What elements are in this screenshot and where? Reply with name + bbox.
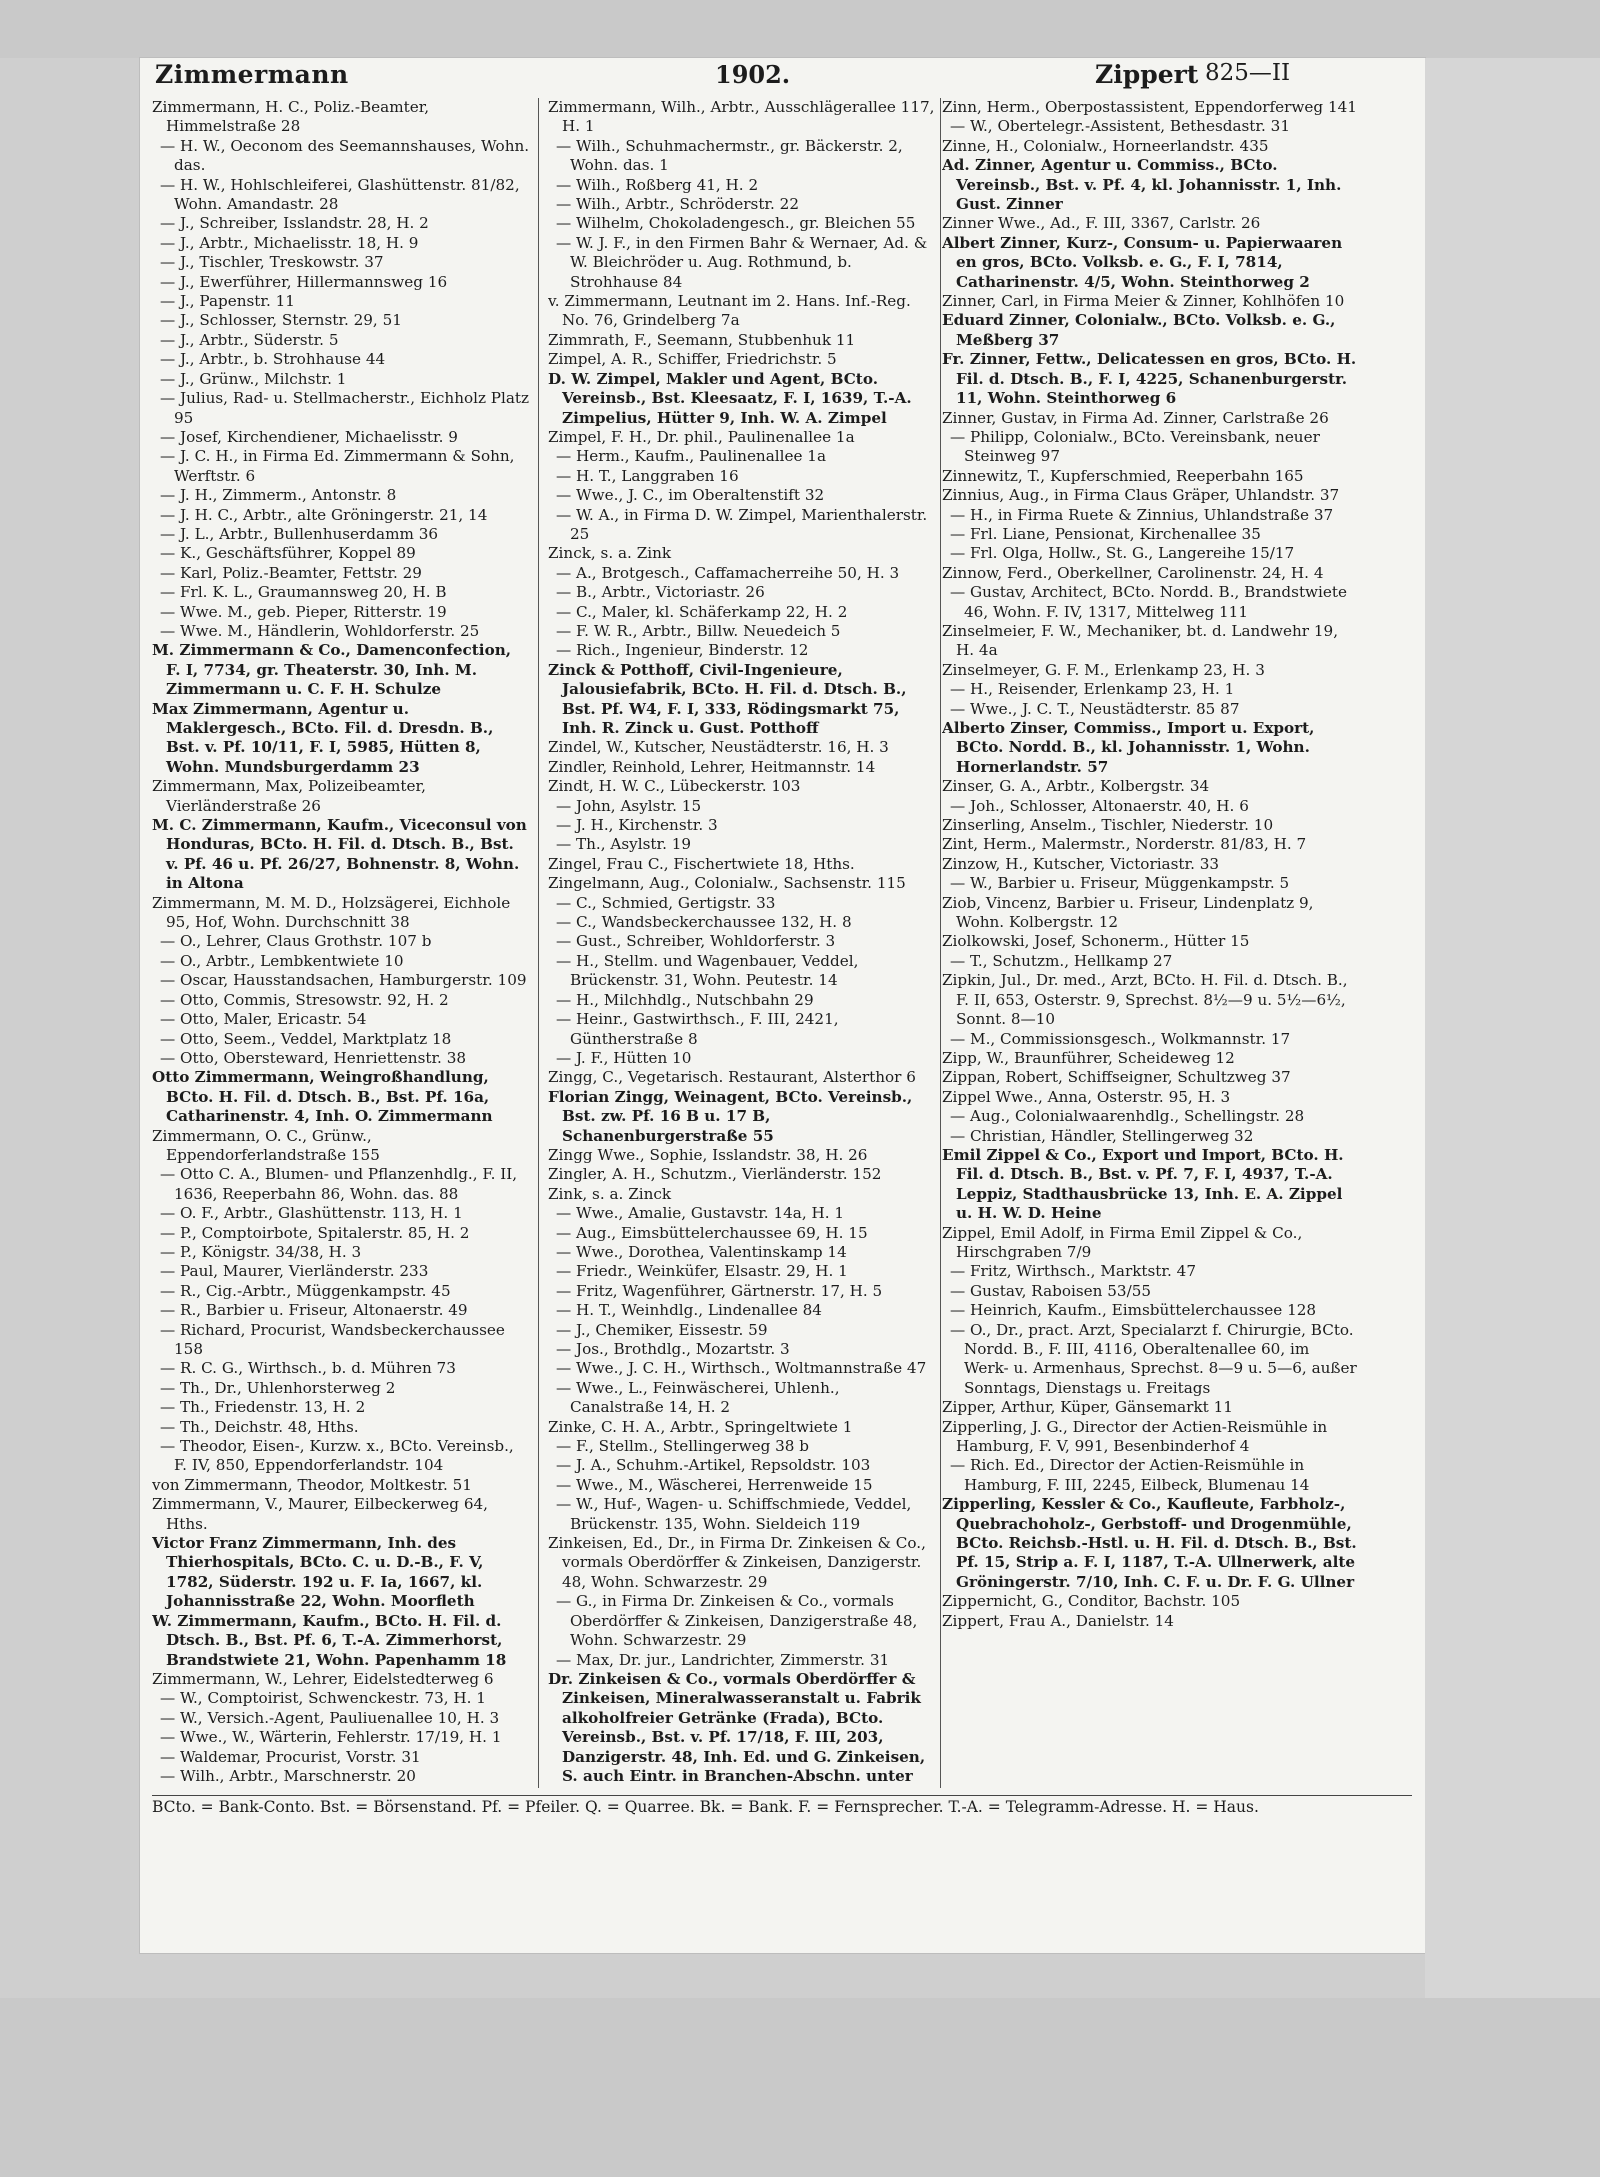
directory-entry: — F. W. R., Arbtr., Billw. Neuedeich 5 bbox=[556, 621, 841, 640]
scan-margin bbox=[1425, 58, 1600, 1998]
directory-entry: Zinck & Potthoff, Civil-Ingenieure, Jalousiefabrik, BCto. H. Fil. d. Dtsch. B., Bst. Pf. W4, F. I, 333, Rödingsmarkt 75, Inh. R. Zinck u. Gust. Potthoff bbox=[548, 660, 907, 737]
directory-entry: — Otto, Commis, Stresowstr. 92, H. 2 bbox=[160, 990, 449, 1009]
directory-entry: Zimmermann, M. M. D., Holzsägerei, Eichhole 95, Hof, Wohn. Durchschnitt 38 bbox=[152, 893, 511, 932]
directory-entry: Zindel, W., Kutscher, Neustädterstr. 16, H. 3 bbox=[548, 738, 889, 757]
directory-entry: Zimmermann, Max, Polizeibeamter, Vierländerstraße 26 bbox=[152, 777, 426, 815]
column-3 bbox=[942, 98, 1358, 1788]
directory-entry: — T., Schutzm., Hellkamp 27 bbox=[950, 951, 1173, 970]
directory-entry: M. Zimmermann & Co., Damenconfection, F. I, 7734, gr. Theaterstr. 30, Inh. M. Zimmermann u. C. F. H. Schulze bbox=[152, 641, 512, 699]
directory-entry: Zingg, C., Vegetarisch. Restaurant, Alsterthor 6 bbox=[548, 1068, 916, 1087]
directory-entry: — J., Tischler, Treskowstr. 37 bbox=[160, 253, 384, 272]
directory-entry: — W., Huf-, Wagen- u. Schiffschmiede, Veddel, Brückenstr. 135, Wohn. Sieldeich 119 bbox=[556, 1495, 912, 1533]
directory-entry: — Theodor, Eisen-, Kurzw. x., BCto. Vereinsb., F. IV, 850, Eppendorferlandstr. 104 bbox=[160, 1437, 514, 1475]
directory-entry: — Otto, Seem., Veddel, Marktplatz 18 bbox=[160, 1029, 452, 1048]
directory-entry: — Friedr., Weinküfer, Elsastr. 29, H. 1 bbox=[556, 1262, 848, 1281]
directory-entry: — Wwe., L., Feinwäscherei, Uhlenh., Canalstraße 14, H. 2 bbox=[556, 1378, 840, 1417]
directory-entry: — K., Geschäftsführer, Koppel 89 bbox=[160, 544, 416, 563]
directory-entry: Zippel, Emil Adolf, in Firma Emil Zippel & Co., Hirschgraben 7/9 bbox=[942, 1223, 1303, 1261]
directory-entry: — R., Barbier u. Friseur, Altonaerstr. 49 bbox=[160, 1301, 468, 1320]
directory-entry: Ziolkowski, Josef, Schonerm., Hütter 15 bbox=[942, 932, 1250, 951]
directory-entry: — Frl. K. L., Graumannsweg 20, H. B bbox=[160, 583, 447, 602]
directory-entry: — B., Arbtr., Victoriastr. 26 bbox=[556, 583, 765, 602]
directory-entry: — J. L., Arbtr., Bullenhuserdamm 36 bbox=[160, 524, 439, 543]
directory-entry: D. W. Zimpel, Makler und Agent, BCto. Vereinsb., Bst. Kleesaatz, F. I, 1639, T.-A. Zimpelius, Hütter 9, Inh. W. A. Zimpel bbox=[548, 369, 912, 427]
directory-entry: — F., Stellm., Stellingerweg 38 b bbox=[556, 1437, 809, 1456]
directory-entry: — Josef, Kirchendiener, Michaelisstr. 9 bbox=[160, 427, 458, 446]
directory-entry: Zipper, Arthur, Küper, Gänsemarkt 11 bbox=[942, 1398, 1233, 1417]
directory-entry: — Karl, Poliz.-Beamter, Fettstr. 29 bbox=[160, 563, 422, 582]
directory-entry: — J., Schreiber, Isslandstr. 28, H. 2 bbox=[160, 214, 429, 233]
column-divider bbox=[538, 98, 539, 1788]
directory-entry: — Wilh., Arbtr., Marschnerstr. 20 bbox=[160, 1766, 416, 1785]
directory-entry: — Th., Asylstr. 19 bbox=[556, 835, 692, 854]
directory-entry: — Gustav, Architect, BCto. Nordd. B., Brandstwiete 46, Wohn. F. IV, 1317, Mittelweg 111 bbox=[950, 583, 1347, 621]
directory-entry: — H. W., Hohlschleiferei, Glashüttenstr. 81/82, Wohn. Amandastr. 28 bbox=[160, 175, 520, 214]
directory-entry: Zinkeisen, Ed., Dr., in Firma Dr. Zinkeisen & Co., vormals Oberdörffer & Zinkeisen, Danzigerstr. 48, Wohn. Schwarzestr. 29 bbox=[548, 1534, 926, 1591]
directory-entry: Zippel Wwe., Anna, Osterstr. 95, H. 3 bbox=[942, 1087, 1231, 1106]
column-1 bbox=[152, 98, 530, 1788]
directory-entry: Eduard Zinner, Colonialw., BCto. Volksb. e. G., Meßberg 37 bbox=[942, 311, 1336, 349]
directory-entry: Zingel, Frau C., Fischertwiete 18, Hths. bbox=[548, 854, 855, 873]
header-left-keyword: Zimmermann bbox=[155, 60, 349, 89]
directory-entry: Zingelmann, Aug., Colonialw., Sachsenstr. 115 bbox=[548, 874, 906, 893]
directory-entry: — Rich. Ed., Director der Actien-Reismühle in Hamburg, F. III, 2245, Eilbeck, Blumenau 14 bbox=[950, 1456, 1310, 1494]
directory-entry: — Max, Dr. jur., Landrichter, Zimmerstr. 31 bbox=[556, 1650, 890, 1669]
directory-entry: Zimmermann, V., Maurer, Eilbeckerweg 64, Hths. bbox=[152, 1495, 488, 1533]
directory-entry: — Wwe., M., Wäscherei, Herrenweide 15 bbox=[556, 1475, 873, 1494]
directory-entry: Zingg Wwe., Sophie, Isslandstr. 38, H. 26 bbox=[548, 1145, 868, 1164]
directory-entry: — W., Barbier u. Friseur, Müggenkampstr. 5 bbox=[950, 874, 1290, 893]
directory-entry: — Th., Friedenstr. 13, H. 2 bbox=[160, 1398, 366, 1417]
directory-entry: — J. H., Kirchenstr. 3 bbox=[556, 816, 718, 835]
directory-entry: Zinke, C. H. A., Arbtr., Springeltwiete 1 bbox=[548, 1417, 853, 1436]
directory-entry: — Richard, Procurist, Wandsbeckerchaussee 158 bbox=[160, 1320, 505, 1358]
directory-entry: Zinner Wwe., Ad., F. III, 3367, Carlstr. 26 bbox=[942, 214, 1261, 233]
directory-entry: — J., Papenstr. 11 bbox=[160, 292, 295, 311]
directory-entry: — O. F., Arbtr., Glashüttenstr. 113, H. 1 bbox=[160, 1204, 463, 1223]
directory-entry: — J., Arbtr., Michaelisstr. 18, H. 9 bbox=[160, 233, 419, 252]
directory-entry: — Herm., Kaufm., Paulinenallee 1a bbox=[556, 447, 827, 466]
directory-entry: Zipp, W., Braunführer, Scheideweg 12 bbox=[942, 1048, 1235, 1067]
directory-entry: — W. A., in Firma D. W. Zimpel, Marienthalerstr. 25 bbox=[556, 505, 928, 543]
directory-entry: — O., Arbtr., Lembkentwiete 10 bbox=[160, 951, 404, 970]
directory-entry: — Wwe., J. C. T., Neustädterstr. 85 87 bbox=[950, 699, 1240, 718]
directory-entry: — Wwe., Amalie, Gustavstr. 14a, H. 1 bbox=[556, 1204, 845, 1223]
directory-entry: — H. W., Oeconom des Seemannshauses, Wohn. das. bbox=[160, 136, 530, 175]
directory-entry: — Frl. Olga, Hollw., St. G., Langereihe 15/17 bbox=[950, 544, 1295, 563]
directory-entry: Zink, s. a. Zinck bbox=[548, 1184, 672, 1203]
abbreviation-legend: BCto. = Bank-Conto. Bst. = Börsenstand. Pf. = Pfeiler. Q. = Quarree. Bk. = Bank. F. = Fernsprecher. T.-A. = Telegramm-Adresse. H. = Haus. bbox=[152, 1795, 1412, 1816]
directory-entry: — Rich., Ingenieur, Binderstr. 12 bbox=[556, 641, 809, 660]
directory-entry: — Philipp, Colonialw., BCto. Vereinsbank, neuer Steinweg 97 bbox=[950, 427, 1320, 466]
directory-entry: Zinne, H., Colonialw., Horneerlandstr. 435 bbox=[942, 136, 1269, 155]
directory-entry: — Paul, Maurer, Vierländerstr. 233 bbox=[160, 1262, 429, 1281]
directory-entry: — C., Wandsbeckerchaussee 132, H. 8 bbox=[556, 913, 852, 932]
page-number: 825—II bbox=[1205, 60, 1291, 86]
directory-entry: Emil Zippel & Co., Export und Import, BCto. H. Fil. d. Dtsch. B., Bst. v. Pf. 7, F. I, 4937, T.-A. Leppiz, Stadthausbrücke 13, Inh. E. A. Zippel u. H. W. D. Heine bbox=[942, 1145, 1344, 1223]
directory-entry: — J., Schlosser, Sternstr. 29, 51 bbox=[160, 311, 402, 330]
directory-entry: — Wwe., J. C., im Oberaltenstift 32 bbox=[556, 486, 825, 505]
directory-entry: — Fritz, Wirthsch., Marktstr. 47 bbox=[950, 1262, 1196, 1281]
directory-entry: — W., Versich.-Agent, Pauliuenallee 10, H. 3 bbox=[160, 1708, 500, 1727]
directory-entry: — C., Schmied, Gertigstr. 33 bbox=[556, 893, 776, 912]
directory-entry: — Th., Deichstr. 48, Hths. bbox=[160, 1417, 359, 1436]
directory-entry: — W. J. F., in den Firmen Bahr & Wernaer, Ad. & W. Bleichröder u. Aug. Rothmund, b. Strohhause 84 bbox=[556, 233, 928, 291]
directory-entry: — R., Cig.-Arbtr., Müggenkampstr. 45 bbox=[160, 1281, 451, 1300]
directory-entry: — H., Stellm. und Wagenbauer, Veddel, Brückenstr. 31, Wohn. Peutestr. 14 bbox=[556, 951, 859, 990]
directory-entry: Zimpel, A. R., Schiffer, Friedrichstr. 5 bbox=[548, 350, 837, 369]
directory-entry: Zimmermann, Wilh., Arbtr., Ausschlägerallee 117, H. 1 bbox=[548, 98, 935, 136]
directory-entry: — Christian, Händler, Stellingerweg 32 bbox=[950, 1126, 1254, 1145]
directory-entry: Zindt, H. W. C., Lübeckerstr. 103 bbox=[548, 777, 801, 796]
directory-entry: — J. C. H., in Firma Ed. Zimmermann & Sohn, Werftstr. 6 bbox=[160, 447, 515, 485]
directory-entry: Alberto Zinser, Commiss., Import u. Export, BCto. Nordd. B., kl. Johannisstr. 1, Wohn. Hornerlandstr. 57 bbox=[942, 719, 1315, 776]
directory-entry: — J. F., Hütten 10 bbox=[556, 1048, 692, 1067]
directory-entry: — Otto C. A., Blumen- und Pflanzenhdlg., F. II, 1636, Reeperbahn 86, Wohn. das. 88 bbox=[160, 1165, 518, 1203]
directory-entry: — C., Maler, kl. Schäferkamp 22, H. 2 bbox=[556, 602, 848, 621]
directory-entry: — W., Obertelegr.-Assistent, Bethesdastr. 31 bbox=[950, 117, 1290, 136]
directory-entry: Zinner, Carl, in Firma Meier & Zinner, Kohlhöfen 10 bbox=[942, 292, 1345, 311]
directory-entry: Zipkin, Jul., Dr. med., Arzt, BCto. H. Fil. d. Dtsch. B., F. II, 653, Osterstr. 9, Sprechst. 8½—9 u. 5½—6½, Sonnt. 8—10 bbox=[942, 971, 1348, 1029]
directory-entry: — W., Comptoirist, Schwenckestr. 73, H. 1 bbox=[160, 1689, 486, 1708]
directory-entry: Zinser, G. A., Arbtr., Kolbergstr. 34 bbox=[942, 777, 1210, 796]
directory-entry: — O., Lehrer, Claus Grothstr. 107 b bbox=[160, 932, 432, 951]
directory-entry: Albert Zinner, Kurz-, Consum- u. Papierwaaren en gros, BCto. Volksb. e. G., F. I, 7814, Catharinenstr. 4/5, Wohn. Steinthorweg 2 bbox=[942, 233, 1343, 291]
directory-entry: — Joh., Schlosser, Altonaerstr. 40, H. 6 bbox=[950, 796, 1249, 815]
directory-entry: Zingler, A. H., Schutzm., Vierländerstr. 152 bbox=[548, 1165, 882, 1184]
directory-entry: — J., Chemiker, Eissestr. 59 bbox=[556, 1320, 768, 1339]
directory-entry: — Heinrich, Kaufm., Eimsbüttelerchaussee 128 bbox=[950, 1301, 1317, 1320]
directory-entry: Florian Zingg, Weinagent, BCto. Vereinsb., Bst. zw. Pf. 16 B u. 17 B, Schanenburgerstraße 55 bbox=[548, 1087, 913, 1145]
directory-entry: W. Zimmermann, Kaufm., BCto. H. Fil. d. Dtsch. B., Bst. Pf. 6, T.-A. Zimmerhorst, Brandstwiete 21, Wohn. Papenhamm 18 bbox=[152, 1611, 507, 1669]
directory-entry: — Gust., Schreiber, Wohldorferstr. 3 bbox=[556, 932, 836, 951]
directory-entry: — H. T., Weinhdlg., Lindenallee 84 bbox=[556, 1301, 822, 1320]
directory-entry: — Wwe. M., geb. Pieper, Ritterstr. 19 bbox=[160, 602, 447, 621]
directory-entry: Zimmermann, W., Lehrer, Eidelstedterweg 6 bbox=[152, 1669, 494, 1688]
directory-entry: — Wwe., J. C. H., Wirthsch., Woltmannstraße 47 bbox=[556, 1359, 927, 1378]
directory-entry: — Heinr., Gastwirthsch., F. III, 2421, Güntherstraße 8 bbox=[556, 1010, 839, 1048]
directory-entry: — Wilh., Schuhmachermstr., gr. Bäckerstr. 2, Wohn. das. 1 bbox=[556, 136, 903, 175]
directory-entry: Zinnow, Ferd., Oberkellner, Carolinenstr. 24, H. 4 bbox=[942, 563, 1324, 582]
directory-entry: — John, Asylstr. 15 bbox=[556, 796, 702, 815]
directory-entry: — J., Grünw., Milchstr. 1 bbox=[160, 369, 347, 388]
directory-entry: — G., in Firma Dr. Zinkeisen & Co., vormals Oberdörffer & Zinkeisen, Danzigerstraße 48, Wohn. Schwarzestr. 29 bbox=[556, 1592, 918, 1650]
directory-entry: Zinzow, H., Kutscher, Victoriastr. 33 bbox=[942, 854, 1220, 873]
directory-entry: — R. C. G., Wirthsch., b. d. Mühren 73 bbox=[160, 1359, 456, 1378]
directory-entry: — M., Commissionsgesch., Wolkmannstr. 17 bbox=[950, 1029, 1291, 1048]
directory-entry: Victor Franz Zimmermann, Inh. des Thierhospitals, BCto. C. u. D.-B., F. V, 1782, Süderstr. 192 u. F. Ia, 1667, kl. Johannisstraße 22, Wohn. Moorfleth bbox=[152, 1534, 484, 1611]
directory-entry: — Waldemar, Procurist, Vorstr. 31 bbox=[160, 1747, 421, 1766]
directory-entry: — Wwe. M., Händlerin, Wohldorferstr. 25 bbox=[160, 621, 480, 640]
directory-entry: — Aug., Eimsbüttelerchaussee 69, H. 15 bbox=[556, 1223, 868, 1242]
directory-entry: Zippert, Frau A., Danielstr. 14 bbox=[942, 1611, 1174, 1630]
directory-entry: — J. H. C., Arbtr., alte Gröningerstr. 21, 14 bbox=[160, 505, 488, 524]
column-divider bbox=[940, 98, 941, 1788]
directory-entry: — Julius, Rad- u. Stellmacherstr., Eichholz Platz 95 bbox=[160, 389, 530, 427]
directory-entry: von Zimmermann, Theodor, Moltkestr. 51 bbox=[152, 1475, 472, 1494]
page-header bbox=[155, 60, 1560, 96]
directory-entry: — J., Ewerführer, Hillermannsweg 16 bbox=[160, 272, 448, 291]
directory-entry: Ad. Zinner, Agentur u. Commiss., BCto. Vereinsb., Bst. v. Pf. 4, kl. Johannisstr. 1, Inh. Gust. Zinner bbox=[942, 156, 1342, 214]
directory-entry: — H., in Firma Ruete & Zinnius, Uhlandstraße 37 bbox=[950, 505, 1334, 524]
directory-entry: — H., Reisender, Erlenkamp 23, H. 1 bbox=[950, 680, 1235, 699]
directory-entry: Zimmermann, O. C., Grünw., Eppendorferlandstraße 155 bbox=[152, 1126, 380, 1164]
directory-entry: — O., Dr., pract. Arzt, Specialarzt f. Chirurgie, BCto. Nordd. B., F. III, 4116, Oberaltenallee 60, im Werk- u. Armenhaus, Sprechst. 8—9 u. 5—6, außer Sonntags, Dienstags u. Freitags bbox=[950, 1320, 1357, 1397]
directory-entry: Otto Zimmermann, Weingroßhandlung, BCto. H. Fil. d. Dtsch. B., Bst. Pf. 16a, Catharinenstr. 4, Inh. O. Zimmermann bbox=[152, 1068, 493, 1126]
directory-entry: Zindler, Reinhold, Lehrer, Heitmannstr. 14 bbox=[548, 757, 876, 776]
directory-entry: Max Zimmermann, Agentur u. Maklergesch., BCto. Fil. d. Dresdn. B., Bst. v. Pf. 10/11, F. I, 5985, Hütten 8, Wohn. Mundsburgerdamm 23 bbox=[152, 699, 494, 776]
directory-entry: — A., Brotgesch., Caffamacherreihe 50, H. 3 bbox=[556, 563, 900, 582]
directory-entry: Zinselmeier, F. W., Mechaniker, bt. d. Landwehr 19, H. 4a bbox=[942, 621, 1339, 660]
directory-entry: — H. T., Langgraben 16 bbox=[556, 466, 739, 485]
directory-entry: — Otto, Obersteward, Henriettenstr. 38 bbox=[160, 1048, 467, 1067]
directory-entry: — Wwe., W., Wärterin, Fehlerstr. 17/19, H. 1 bbox=[160, 1728, 502, 1747]
directory-entry: — Fritz, Wagenführer, Gärtnerstr. 17, H. 5 bbox=[556, 1281, 883, 1300]
directory-entry: — Frl. Liane, Pensionat, Kirchenallee 35 bbox=[950, 524, 1261, 543]
directory-entry: Zinn, Herm., Oberpostassistent, Eppendorferweg 141 bbox=[942, 98, 1357, 116]
directory-entry: — Wilhelm, Chokoladengesch., gr. Bleichen 55 bbox=[556, 214, 916, 233]
directory-entry: Zippernicht, G., Conditor, Bachstr. 105 bbox=[942, 1592, 1241, 1611]
directory-entry: — Otto, Maler, Ericastr. 54 bbox=[160, 1010, 367, 1029]
directory-entry: — Aug., Colonialwaarenhdlg., Schellingstr. 28 bbox=[950, 1107, 1305, 1126]
directory-entry: Dr. Zinkeisen & Co., vormals Oberdörffer & Zinkeisen, Mineralwasseranstalt u. Fabrik alkoholfreier Getränke (Frada), BCto. Vereinsb., Bst. v. Pf. 17/18, F. III, 203, Danzigerstr. 48, Inh. Ed. und G. Zinkeisen, S. auch Eintr. in Branchen-Abschn. unter bbox=[548, 1669, 926, 1785]
directory-entry: Zimmermann, H. C., Poliz.-Beamter, Himmelstraße 28 bbox=[152, 98, 430, 136]
directory-entry: — Wilh., Roßberg 41, H. 2 bbox=[556, 175, 759, 194]
directory-entry: Zinner, Gustav, in Firma Ad. Zinner, Carlstraße 26 bbox=[942, 408, 1329, 427]
directory-entry: Fr. Zinner, Fettw., Delicatessen en gros, BCto. H. Fil. d. Dtsch. B., F. I, 4225, Schanenburgerstr. 11, Wohn. Steinthorweg 6 bbox=[942, 350, 1357, 408]
directory-entry: — Th., Dr., Uhlenhorsterweg 2 bbox=[160, 1378, 396, 1397]
header-year: 1902. bbox=[715, 60, 791, 89]
directory-entry: Zinselmeyer, G. F. M., Erlenkamp 23, H. 3 bbox=[942, 660, 1265, 679]
directory-entry: v. Zimmermann, Leutnant im 2. Hans. Inf.-Reg. No. 76, Grindelberg 7a bbox=[548, 292, 911, 330]
directory-entry: Zimmrath, F., Seemann, Stubbenhuk 11 bbox=[548, 330, 856, 349]
directory-entry: Zint, Herm., Malermstr., Norderstr. 81/83, H. 7 bbox=[942, 835, 1307, 854]
directory-entry: Zinnius, Aug., in Firma Claus Gräper, Uhlandstr. 37 bbox=[942, 486, 1340, 505]
directory-entry bbox=[152, 1786, 530, 1788]
directory-entry: — P., Comptoirbote, Spitalerstr. 85, H. 2 bbox=[160, 1223, 470, 1242]
directory-entry: Zinnewitz, T., Kupferschmied, Reeperbahn 165 bbox=[942, 466, 1304, 485]
directory-entry: Zimpel, F. H., Dr. phil., Paulinenallee 1a bbox=[548, 427, 855, 446]
directory-entry: Zippan, Robert, Schiffseigner, Schultzweg 37 bbox=[942, 1068, 1291, 1087]
directory-entry: — Wilh., Arbtr., Schröderstr. 22 bbox=[556, 195, 799, 214]
directory-entry: — P., Königstr. 34/38, H. 3 bbox=[160, 1242, 362, 1261]
directory-entry: Zipperling, J. G., Director der Actien-Reismühle in Hamburg, F. V, 991, Besenbinderhof 4 bbox=[942, 1417, 1328, 1456]
directory-entry: — H., Milchhdlg., Nutschbahn 29 bbox=[556, 990, 814, 1009]
directory-entry: — Oscar, Hausstandsachen, Hamburgerstr. 109 bbox=[160, 971, 527, 990]
directory-entry: — Gustav, Raboisen 53/55 bbox=[950, 1281, 1152, 1300]
directory-entry: — J. H., Zimmerm., Antonstr. 8 bbox=[160, 486, 397, 505]
directory-entry: Zipperling, Kessler & Co., Kaufleute, Farbholz-, Quebrachoholz-, Gerbstoff- und Drogenmühle, BCto. Reichsb.-Hstl. u. H. Fil. d. Dtsch. B., Bst. Pf. 15, Strip a. F. I, 1187, T.-A. Ullnerwerk, alte Gröningerstr. 7/10, Inh. C. F. u. Dr. F. G. Ullner bbox=[942, 1495, 1357, 1591]
column-2 bbox=[548, 98, 936, 1788]
directory-entry: — J. A., Schuhm.-Artikel, Repsoldstr. 103 bbox=[556, 1456, 871, 1475]
directory-entry: — J., Arbtr., b. Strohhause 44 bbox=[160, 350, 386, 369]
header-right-keyword: Zippert bbox=[1095, 60, 1199, 89]
directory-entry: — J., Arbtr., Süderstr. 5 bbox=[160, 330, 339, 349]
directory-entry: — Wwe., Dorothea, Valentinskamp 14 bbox=[556, 1242, 847, 1261]
directory-entry: Zinserling, Anselm., Tischler, Niederstr. 10 bbox=[942, 816, 1274, 835]
directory-entry: Zinck, s. a. Zink bbox=[548, 544, 672, 563]
directory-entry: M. C. Zimmermann, Kaufm., Viceconsul von Honduras, BCto. H. Fil. d. Dtsch. B., Bst. v. Pf. 46 u. Pf. 26/27, Bohnenstr. 8, Wohn. in Altona bbox=[152, 816, 527, 893]
directory-entry: — Jos., Brothdlg., Mozartstr. 3 bbox=[556, 1340, 790, 1358]
directory-entry: Ziob, Vincenz, Barbier u. Friseur, Lindenplatz 9, Wohn. Kolbergstr. 12 bbox=[942, 893, 1314, 932]
